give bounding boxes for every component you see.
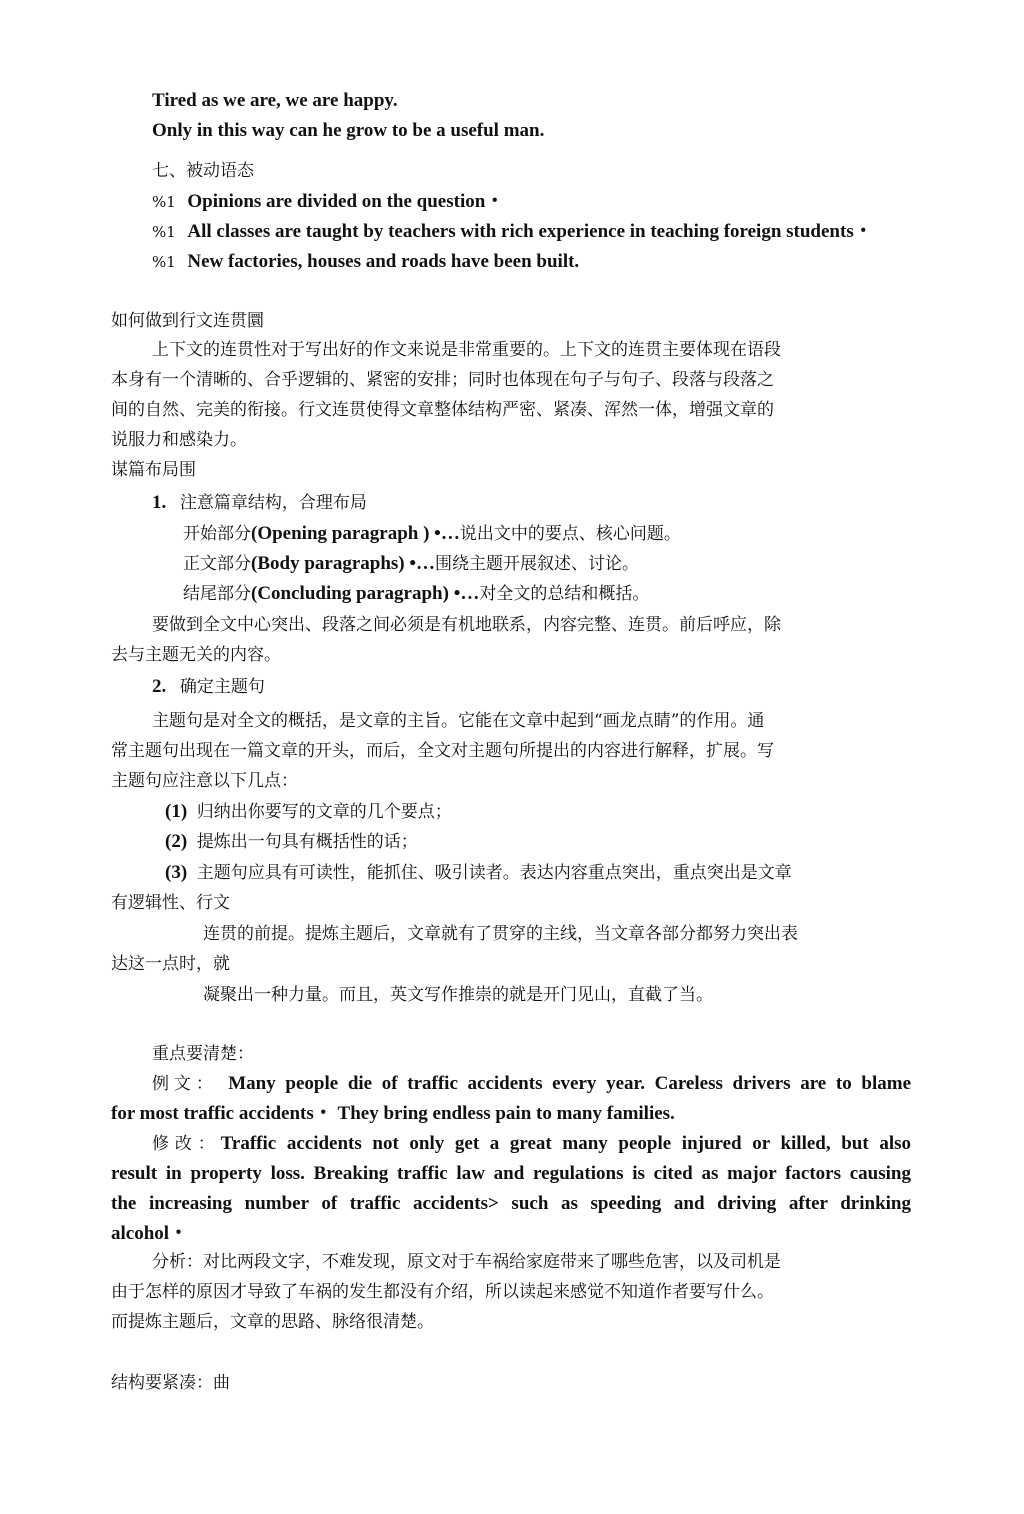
structure-body <box>183 553 639 575</box>
example-revised-line <box>152 1133 911 1155</box>
example-sentence-inversion: Tired as we are, we are happy. <box>152 90 398 111</box>
paragraph-line: 凝聚出一种力量。而且，英文写作推崇的就是开门见山，直截了当。 <box>203 985 713 1005</box>
list-marker: %1 <box>152 253 176 271</box>
point-text: 主题句应具有可读性，能抓住、吸引读者。表达内容重点突出，重点突出是文章 <box>196 863 792 883</box>
part-label: 开始部分 <box>183 524 251 544</box>
item-title: 确定主题句 <box>179 677 265 697</box>
numbered-heading-structure <box>152 492 367 514</box>
label-revision: 修改： <box>152 1134 221 1154</box>
part-label: 结尾部分 <box>183 584 251 604</box>
list-marker: %1 <box>152 193 176 211</box>
paragraph-line: 主题句应注意以下几点： <box>111 771 298 791</box>
point-text: 归纳出你要写的文章的几个要点； <box>196 802 452 822</box>
passive-example-2 <box>152 221 873 243</box>
paragraph-line: 达这一点时，就 <box>111 954 230 974</box>
structure-opening <box>183 523 681 545</box>
part-english: (Opening paragraph ) •… <box>251 523 460 544</box>
passive-example-text: Opinions are divided on the question・ <box>187 191 505 212</box>
english-text: Traffic accidents not only get a great many people injured or killed, but also <box>220 1133 912 1154</box>
topic-point-3 <box>165 862 792 884</box>
analysis-line: 分析：对比两段文字，不难发现，原文对于车祸给家庭带来了哪些危害，以及司机是 <box>152 1252 781 1272</box>
passive-example-text: All classes are taught by teachers with rich experience in teaching foreign students・ <box>187 221 873 242</box>
english-text: Many people die of traffic accidents every year. Careless drivers are to blame <box>228 1073 911 1094</box>
section-heading-clarity: 重点要清楚： <box>152 1044 254 1064</box>
paragraph-line: 主题句是对全文的概括，是文章的主旨。它能在文章中起到“画龙点睛”的作用。通 <box>152 711 765 731</box>
item-title: 注意篇章结构，合理布局 <box>179 493 367 513</box>
example-original-line <box>152 1073 911 1095</box>
paragraph-line: 有逻辑性、行文 <box>111 893 230 913</box>
example-sentence-only: Only in this way can he grow to be a useful man. <box>152 120 545 141</box>
section-heading-passive: 七、被动语态 <box>152 161 254 181</box>
point-number: (1) <box>165 801 188 822</box>
part-description: 对全文的总结和概括。 <box>479 584 650 604</box>
part-description: 围绕主题开展叙述、讨论。 <box>435 554 640 574</box>
paragraph-line: 常主题句出现在一篇文章的开头，而后，全文对主题句所提出的内容进行解释，扩展。写 <box>111 741 774 761</box>
paragraph-line: 间的自然、完美的衔接。行文连贯使得文章整体结构严密、紧凑、浑然一体，增强文章的 <box>111 400 774 420</box>
paragraph-line: 本身有一个清晰的、合乎逻辑的、紧密的安排；同时也体现在句子与句子、段落与段落之 <box>111 370 774 390</box>
structure-concluding <box>183 583 649 605</box>
point-number: (3) <box>165 862 188 883</box>
example-revised-line: result in property loss. Breaking traffic law and regulations is cited as major factors causing <box>111 1163 911 1184</box>
paragraph-line: 去与主题无关的内容。 <box>111 645 281 665</box>
section-heading-structure: 结构要紧凑：曲 <box>111 1373 230 1393</box>
section-heading-coherence: 如何做到行文连贯圜 <box>111 311 264 331</box>
part-english: (Concluding paragraph) •… <box>251 583 480 604</box>
part-description: 说出文中的要点、核心问题。 <box>459 524 681 544</box>
paragraph-line: 上下文的连贯性对于写出好的作文来说是非常重要的。上下文的连贯主要体现在语段 <box>152 340 781 360</box>
passive-example-1 <box>152 191 504 213</box>
paragraph-line: 说服力和感染力。 <box>111 430 247 450</box>
part-label: 正文部分 <box>183 554 251 574</box>
example-revised-line: the increasing number of traffic accidents> such as speeding and driving after drinking <box>111 1193 911 1214</box>
passive-example-3 <box>152 251 579 273</box>
passive-example-text: New factories, houses and roads have been built. <box>187 251 580 272</box>
paragraph-line: 连贯的前提。提炼主题后，文章就有了贯穿的主线，当文章各部分都努力突出表 <box>203 924 798 944</box>
analysis-line: 而提炼主题后，文章的思路、脉络很清楚。 <box>111 1312 434 1332</box>
analysis-line: 由于怎样的原因才导致了车祸的发生都没有介绍，所以读起来感觉不知道作者要写什么。 <box>111 1282 774 1302</box>
item-number: 2. <box>152 676 167 697</box>
example-revised-line: alcohol・ <box>111 1223 189 1244</box>
label-example: 例文： <box>152 1074 218 1094</box>
part-english: (Body paragraphs) •… <box>251 553 436 574</box>
point-number: (2) <box>165 831 188 852</box>
item-number: 1. <box>152 492 167 513</box>
point-text: 提炼出一句具有概括性的话； <box>196 832 418 852</box>
topic-point-2 <box>165 831 418 853</box>
topic-point-1 <box>165 801 452 823</box>
list-marker: %1 <box>152 223 176 241</box>
section-heading-layout: 谋篇布局围 <box>111 460 196 480</box>
numbered-heading-topic-sentence <box>152 676 265 698</box>
paragraph-line: 要做到全文中心突出、段落之间必须是有机地联系，内容完整、连贯。前后呼应，除 <box>152 615 781 635</box>
example-original-line: for most traffic accidents・ They bring endless pain to many families. <box>111 1103 675 1124</box>
